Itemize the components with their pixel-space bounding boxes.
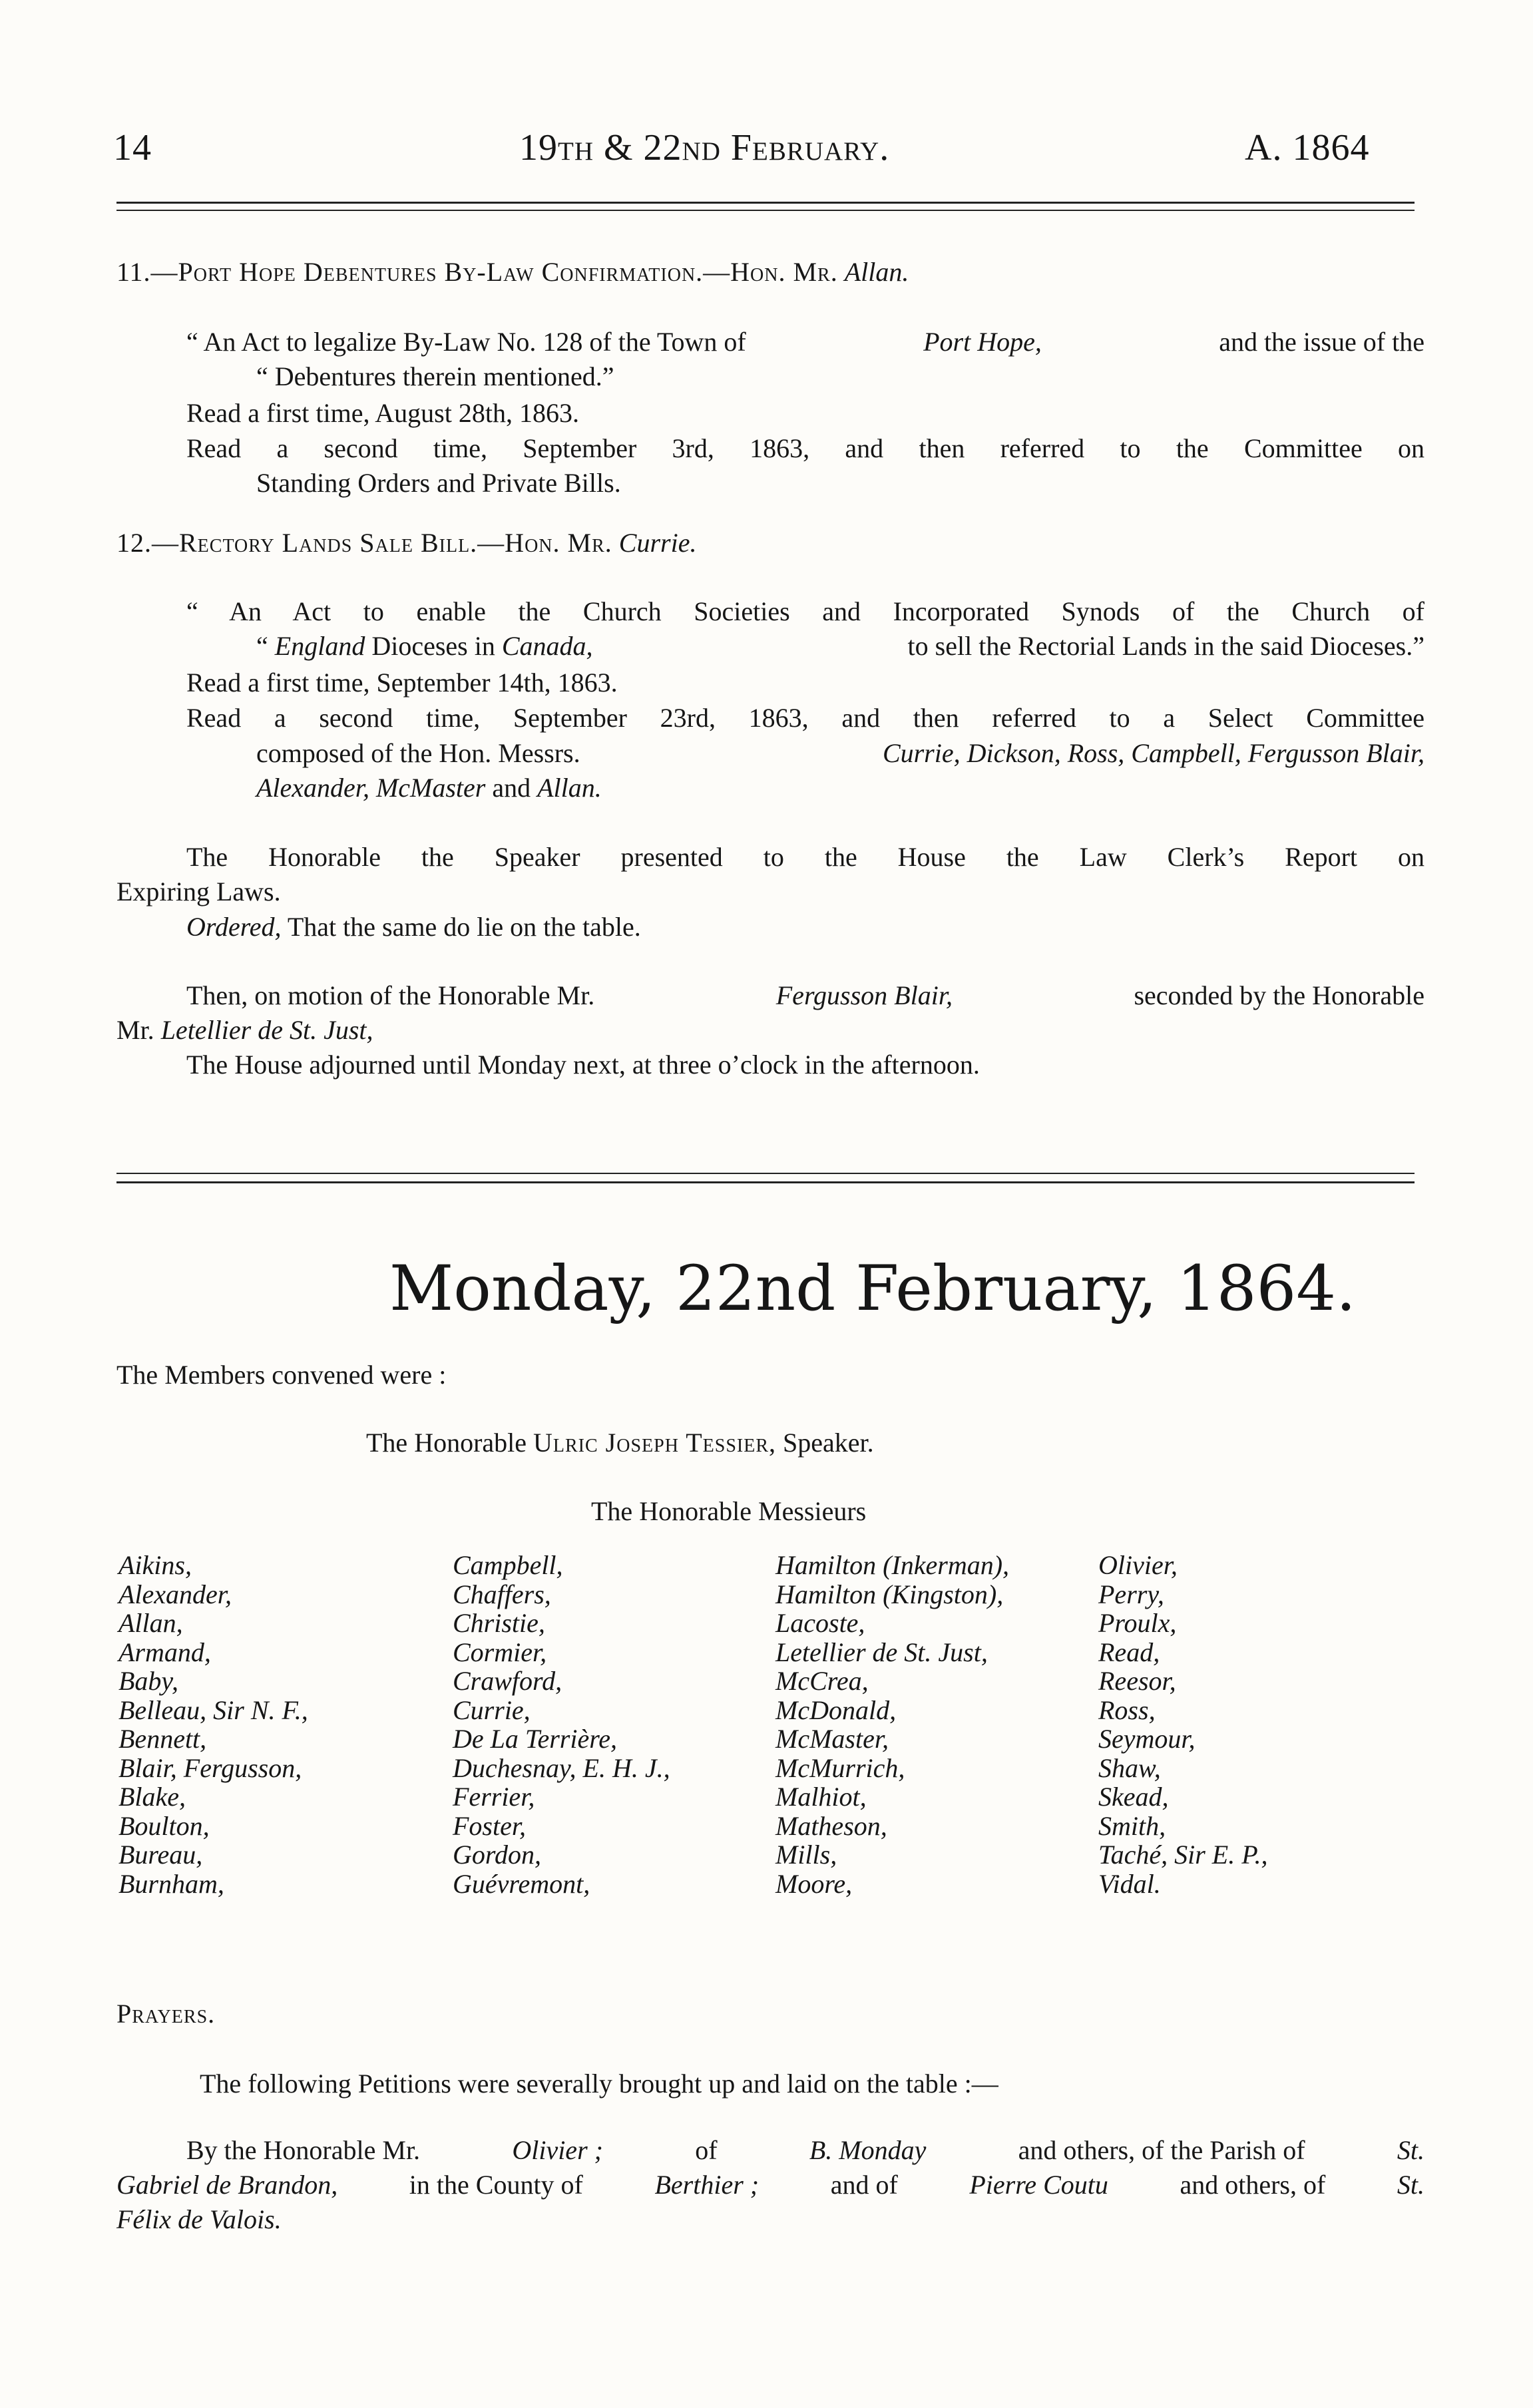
member-name: Letellier de St. Just, [775,1637,988,1667]
petition-of: of [695,2135,718,2165]
item-12-committee-line [256,736,1424,771]
section-rule-bottom [116,1181,1415,1183]
item-11-member: Allan. [844,257,909,287]
petition-and-of: and of [830,2170,898,2200]
petition-member: Olivier ; [512,2135,603,2165]
item-12-member: Currie. [618,528,697,558]
member-name: Olivier, [1098,1550,1178,1580]
item-11-first-reading: Read a first time, August 28th, 1863. [186,398,579,428]
petition-parish-start: St. [1397,2135,1424,2165]
messieurs-heading: The Honorable Messieurs [591,1496,867,1526]
member-name: Belleau, Sir N. F., [118,1695,308,1725]
member-name: Moore, [775,1868,853,1899]
item-12-quote-text-end: to sell the Rectorial Lands in the said Dioceses.” [907,631,1424,661]
member-name: Aikins, [118,1550,192,1580]
petition-parish: Gabriel de Brandon, [116,2170,338,2200]
member-name: Matheson, [775,1810,887,1841]
member-name: Hamilton (Kingston), [775,1579,1004,1609]
petition-county: Berthier ; [654,2170,760,2200]
petitions-intro: The following Petitions were severally brought up and laid on the table :— [200,2069,998,2099]
item-12-heading [116,526,696,560]
members-column-1 [118,1551,308,1898]
petitioner-name-2: Pierre Coutu [969,2170,1108,2200]
member-name: McCrea, [775,1666,869,1696]
item-12-quote-line1: “ An Act to enable the Church Societies and Incorporated Synods of the Church of [186,596,1424,626]
member-name: Alexander, [118,1579,232,1609]
item-11-quote-text-end: and the issue of the [1219,327,1424,357]
member-name: McDonald, [775,1695,897,1725]
member-name: Reesor, [1098,1666,1176,1696]
item-12-title: 12.—Rectory Lands Sale Bill.—Hon. Mr. [116,528,612,558]
item-12-first-reading: Read a first time, September 14th, 1863. [186,668,618,698]
adjournment-seconder: Letellier de St. Just, [160,1015,373,1045]
adjournment-mover: Fergusson Blair, [775,980,953,1010]
header-rule-top [116,202,1415,204]
member-name: Guévremont, [453,1868,590,1899]
prayers-heading: Prayers. [116,1999,216,2029]
member-name: Proulx, [1098,1608,1177,1638]
adjournment-mr: Mr. [116,1015,154,1045]
speaker-line [366,1426,874,1460]
petition-by: By the Honorable Mr. [186,2135,421,2165]
member-name: McMaster, [775,1724,889,1754]
petition-parish2-start: St. [1397,2170,1424,2200]
item-11-second-reading: Read a second time, September 3rd, 1863, and then referred to the Committee on [186,433,1424,463]
item-12-quote-text: Dioceses in [371,631,495,661]
member-name: Taché, Sir E. P., [1098,1840,1268,1870]
petition-text: and others, of the Parish of [1018,2135,1305,2165]
member-name: Malhiot, [775,1782,867,1812]
member-name: Boulton, [118,1810,210,1841]
member-name: Currie, [453,1695,531,1725]
item-11-quote-text: “ An Act to legalize By-Law No. 128 of the Town of [186,327,746,357]
member-name: Smith, [1098,1810,1166,1841]
session-year: A. 1864 [1245,127,1370,168]
item-12-second-reading: Read a second time, September 23rd, 1863, and then referred to a Select Committee [186,703,1424,733]
member-name: Blake, [118,1782,186,1812]
member-name: Campbell, [453,1550,563,1580]
item-12-quote-england: England [274,631,365,661]
running-title: 19th & 22nd February. [519,127,890,168]
member-name: Bennett, [118,1724,207,1754]
item-12-committee-members-2: Alexander, McMaster [256,773,486,803]
item-11-quote-line1 [186,325,1424,359]
member-name: Read, [1098,1637,1160,1667]
speaker-title: Speaker. [783,1428,874,1458]
member-name: Cormier, [453,1637,547,1667]
item-12-committee-members: Currie, Dickson, Ross, Campbell, Fergusson Blair, [882,738,1424,768]
member-name: Chaffers, [453,1579,551,1609]
member-name: Christie, [453,1608,545,1638]
item-11-title: 11.—Port Hope Debentures By-Law Confirmation.—Hon. Mr. [116,257,838,287]
member-name: Baby, [118,1666,178,1696]
item-11-heading [116,255,909,290]
member-name: McMurrich, [775,1752,905,1783]
item-11-quote-place: Port Hope, [923,327,1042,357]
item-12-committee-line2 [256,771,602,805]
page-number: 14 [113,127,152,168]
member-name: Allan, [118,1608,183,1638]
petitioner-name: B. Monday [809,2135,927,2165]
member-name: Ross, [1098,1695,1156,1725]
ordered-text: That the same do lie on the table. [287,912,641,942]
item-12-and: and [492,773,531,803]
member-name: Blair, Fergusson, [118,1752,302,1783]
item-12-committee-last: Allan. [537,773,602,803]
petition-county-text: in the County of [409,2170,583,2200]
member-name: Burnham, [118,1868,224,1899]
member-name: Perry, [1098,1579,1164,1609]
ordered-label: Ordered, [186,912,282,942]
member-name: Vidal. [1098,1868,1161,1899]
speaker-report-line1: The Honorable the Speaker presented to the House the Law Clerk’s Report on [186,842,1424,872]
ordered-line [186,910,641,944]
member-name: Mills, [775,1840,837,1870]
member-name: Crawford, [453,1666,562,1696]
member-name: Gordon, [453,1840,541,1870]
member-name: De La Terrière, [453,1724,618,1754]
adjournment-line2 [116,1013,373,1048]
petition-parish2: Félix de Valois. [116,2204,282,2234]
members-column-3 [775,1551,1009,1898]
member-name: Lacoste, [775,1608,865,1638]
speaker-report-line2: Expiring Laws. [116,877,281,906]
members-convened: The Members convened were : [116,1360,447,1390]
section-rule-top [116,1173,1415,1174]
petition-line2 [116,2168,1424,2202]
petition-line3 [116,2202,282,2237]
member-name: Skead, [1098,1782,1169,1812]
quote-mark: “ [256,631,268,661]
item-11-second-reading-cont: Standing Orders and Private Bills. [256,468,621,498]
member-name: Seymour, [1098,1724,1196,1754]
member-name: Ferrier, [453,1782,535,1812]
members-column-4 [1098,1551,1267,1898]
header-rule-bottom [116,210,1415,211]
member-name: Foster, [453,1810,526,1841]
item-11-quote-line2: “ Debentures therein mentioned.” [256,361,614,391]
speaker-name: Ulric Joseph Tessier, [533,1428,776,1458]
adjournment-line3: The House adjourned until Monday next, at three o’clock in the afternoon. [186,1050,980,1080]
member-name: Armand, [118,1637,211,1667]
petition-others: and others, of [1180,2170,1326,2200]
speaker-prefix: The Honorable [366,1428,527,1458]
day-heading: Monday, 22nd February, 1864. [389,1253,1356,1325]
member-name: Bureau, [118,1840,203,1870]
member-name: Hamilton (Inkerman), [775,1550,1010,1580]
members-column-2 [453,1551,670,1898]
adjournment-text: Then, on motion of the Honorable Mr. [186,980,595,1010]
item-12-quote-line2 [256,629,1424,664]
member-name: Shaw, [1098,1752,1161,1783]
adjournment-text-end: seconded by the Honorable [1134,980,1424,1010]
adjournment-line1 [186,978,1424,1013]
item-12-committee-text: composed of the Hon. Messrs. [256,738,580,768]
petition-line1 [186,2133,1424,2168]
item-12-quote-canada: Canada, [501,631,593,661]
member-name: Duchesnay, E. H. J., [453,1752,670,1783]
